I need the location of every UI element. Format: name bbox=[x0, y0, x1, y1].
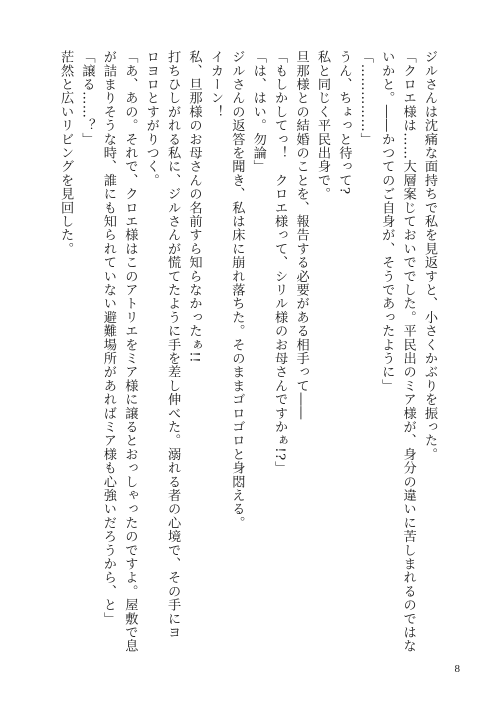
text-line: いかと。――かつてのご自身が、そうであったように」 bbox=[379, 50, 395, 393]
text-line: 私と同じく平民出身で。 bbox=[314, 50, 330, 201]
text-line: 「クロエ様は……大層案じておいででした。平民出のミア様が、身分の違いに苦しまれるのではな bbox=[400, 50, 416, 653]
vertical-text-body bbox=[55, 50, 440, 653]
text-line: 「は、はい。勿論」 bbox=[250, 50, 266, 174]
text-line: ロヨロとすがりつく。 bbox=[143, 50, 159, 187]
text-line: 「……………」 bbox=[357, 50, 373, 146]
text-line: 茫然と広いリビングを見回した。 bbox=[58, 50, 74, 256]
text-line: うん、ちょっと待って? bbox=[336, 50, 352, 195]
text-line: ジルさんの返答を聞き、私は床に崩れ落ちた。そのままゴロゴロと身悶える。 bbox=[229, 50, 245, 530]
text-line: 「あ、あの。それで、クロエ様はこのアトリエをミア様に譲るとおっしゃったのですよ。屋敷で息 bbox=[122, 50, 138, 653]
text-line: イカーン！ bbox=[207, 50, 223, 119]
text-line: 打ちひしがれる私に、ジルさんが慌てたように手を差し伸べた。溺れる者の心境で、その手にヨ bbox=[165, 50, 181, 640]
text-line: 私、旦那様のお母さんの名前すら知らなかったぁ!! bbox=[186, 50, 202, 363]
text-line: 「もしかしてっ！ クロエ様って、シリル様のお母さんですかぁ!?」 bbox=[272, 50, 288, 475]
page-number: 8 bbox=[454, 663, 460, 675]
text-line: ジルさんは沈痛な面持ちで私を見返すと、小さくかぶりを振った。 bbox=[422, 50, 437, 461]
text-line: 「譲る……？」 bbox=[79, 50, 95, 146]
text-line: が詰まりそうな時、誰にも知られていない避難場所があればミア様も心強いだろうから、と」 bbox=[100, 50, 116, 626]
text-line: 旦那様との結婚のことを、報告する必要がある相手って―― bbox=[293, 50, 309, 420]
